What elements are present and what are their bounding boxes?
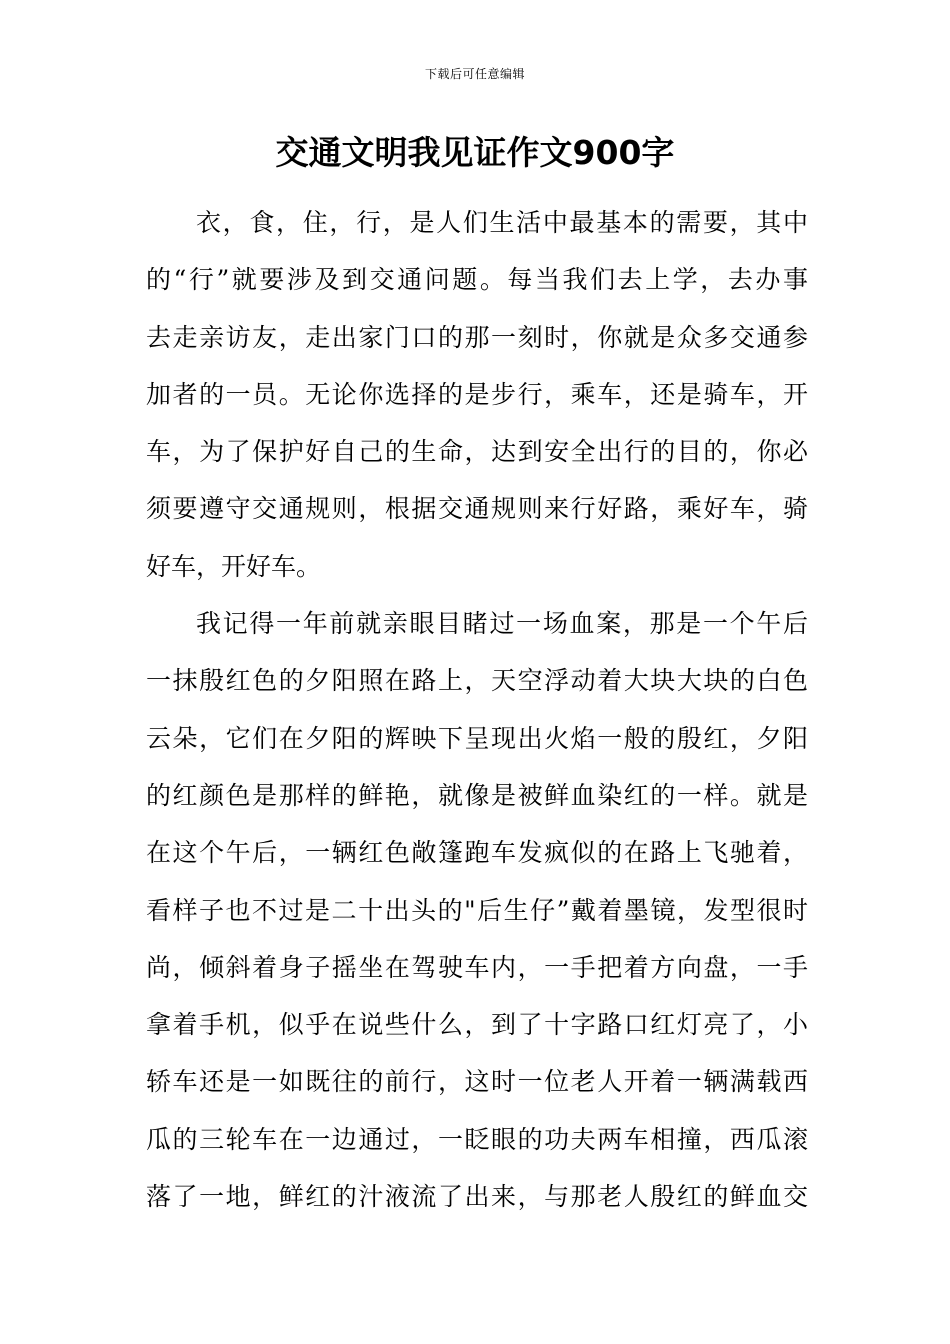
paragraph-line: 瓜的三轮车在一边通过，一眨眼的功夫两车相撞，西瓜滚 <box>146 1124 808 1154</box>
paragraph-line: 落了一地，鲜红的汁液流了出来，与那老人殷红的鲜血交 <box>146 1182 808 1212</box>
paragraph-line: 在这个午后，一辆红色敞篷跑车发疯似的在路上飞驰着， <box>146 838 808 868</box>
paragraph-line: 一抹殷红色的夕阳照在路上，天空浮动着大块大块的白色 <box>146 666 808 696</box>
paragraph-line: 好车，开好车。 <box>146 551 322 581</box>
paragraph-line: 的红颜色是那样的鲜艳，就像是被鲜血染红的一样。就是 <box>146 780 808 810</box>
paragraph-line: 尚，倾斜着身子摇坐在驾驶车内，一手把着方向盘，一手 <box>146 952 808 982</box>
paragraph-line: 去走亲访友，走出家门口的那一刻时，你就是众多交通参 <box>146 322 808 352</box>
document-body <box>146 194 808 1225</box>
page-header-note: 下载后可任意编辑 <box>424 67 525 81</box>
paragraph-line: 我记得一年前就亲眼目睹过一场血案，那是一个午后 <box>196 609 808 639</box>
document-title: 交通文明我见证作文900字 <box>275 133 675 172</box>
paragraph-line: 加者的一员。无论你选择的是步行，乘车，还是骑车，开 <box>146 379 808 409</box>
paragraph-line: 云朵，它们在夕阳的辉映下呈现出火焰一般的殷红，夕阳 <box>146 723 808 753</box>
paragraph-line: 看样子也不过是二十出头的"后生仔”戴着墨镜，发型很时 <box>146 895 808 925</box>
paragraph-line: 须要遵守交通规则，根据交通规则来行好路，乘好车，骑 <box>146 494 808 524</box>
paragraph-line: 车，为了保护好自己的生命，达到安全出行的目的，你必 <box>146 437 808 467</box>
paragraph-1 <box>146 194 808 595</box>
paragraph-line: 衣，食，住，行，是人们生活中最基本的需要，其中 <box>196 208 808 237</box>
paragraph-line: 拿着手机，似乎在说些什么，到了十字路口红灯亮了，小 <box>146 1010 808 1040</box>
paragraph-line: 轿车还是一如既往的前行，这时一位老人开着一辆满载西 <box>146 1067 808 1097</box>
paragraph-2 <box>146 595 808 1225</box>
paragraph-line: 的“行”就要涉及到交通问题。每当我们去上学，去办事 <box>146 265 808 295</box>
